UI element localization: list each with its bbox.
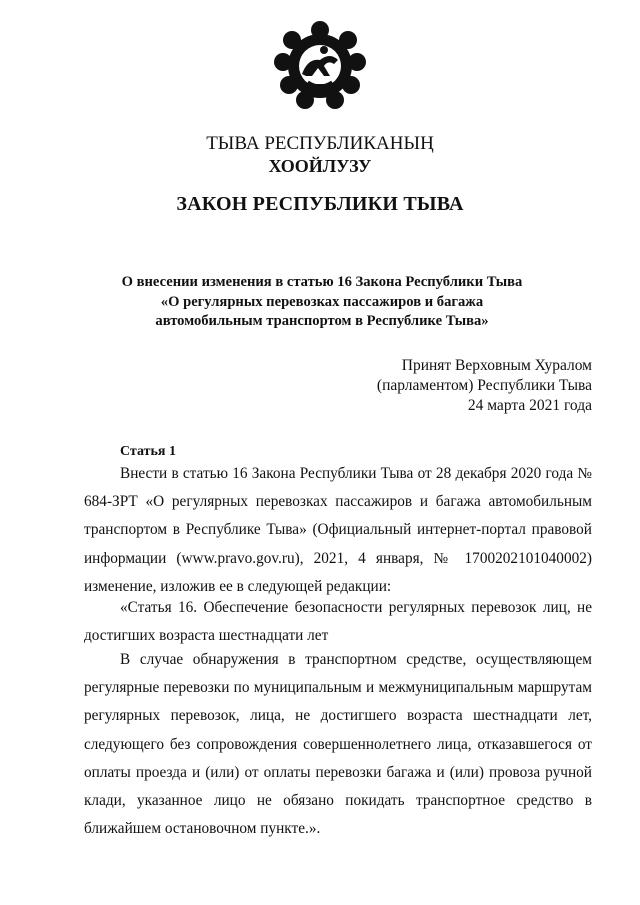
adoption-note	[377, 356, 592, 416]
article-paragraph-3: В случае обнаружения в транспортном средстве, осуществляющем регулярные перевозки по муниципальным и межмуниципальным маршрутам регулярных перевозок, лица, не достигшего возраста шестнадцати лет, следующего без сопровождения совершеннолетнего лица, отказавшегося от оплаты проезда и (или) от оплаты перевозки багажа и (или) провоза ручной клади, указанное лицо не обязано покидать транспортное средство в ближайшем остановочном пункте.».	[84, 651, 592, 838]
article-paragraph-1: Внести в статью 16 Закона Республики Тыва от 28 декабря 2020 года № 684-ЗРТ «О регулярных перевозках пассажиров и багажа автомобильным транспортом в Республике Тыва» (Официальный интернет-портал правовой информации (www.pravo.gov.ru), 2021, 4 января, № 1700202101040002) изменение, изложив ее в следующей редакции:	[84, 465, 592, 595]
adoption-line1: Принят Верховным Хуралом	[401, 357, 592, 374]
law-title: ЗАКОН РЕСПУБЛИКИ ТЫВА	[176, 193, 464, 215]
tuvan-header-line2: ХООЙЛУЗУ	[268, 156, 372, 176]
coat-of-arms-of-tuva-icon	[272, 16, 368, 112]
article-heading: Статья 1	[120, 444, 176, 459]
adoption-date: 24 марта 2021 года	[467, 397, 592, 414]
law-subject: О внесении изменения в статью 16 Закона Республики Тыва «О регулярных перевозках пассажиров и багажа автомобильным транспортом в Республике Тыва»	[121, 274, 523, 329]
article-paragraph-2: «Статья 16. Обеспечение безопасности регулярных перевозок лиц, не достигших возраста шестнадцати лет	[84, 599, 592, 645]
tuvan-header-line1: ТЫВА РЕСПУБЛИКАНЫҢ	[206, 133, 434, 154]
adoption-line2: (парламентом) Республики Тыва	[376, 377, 592, 394]
tuvan-header	[0, 133, 640, 177]
